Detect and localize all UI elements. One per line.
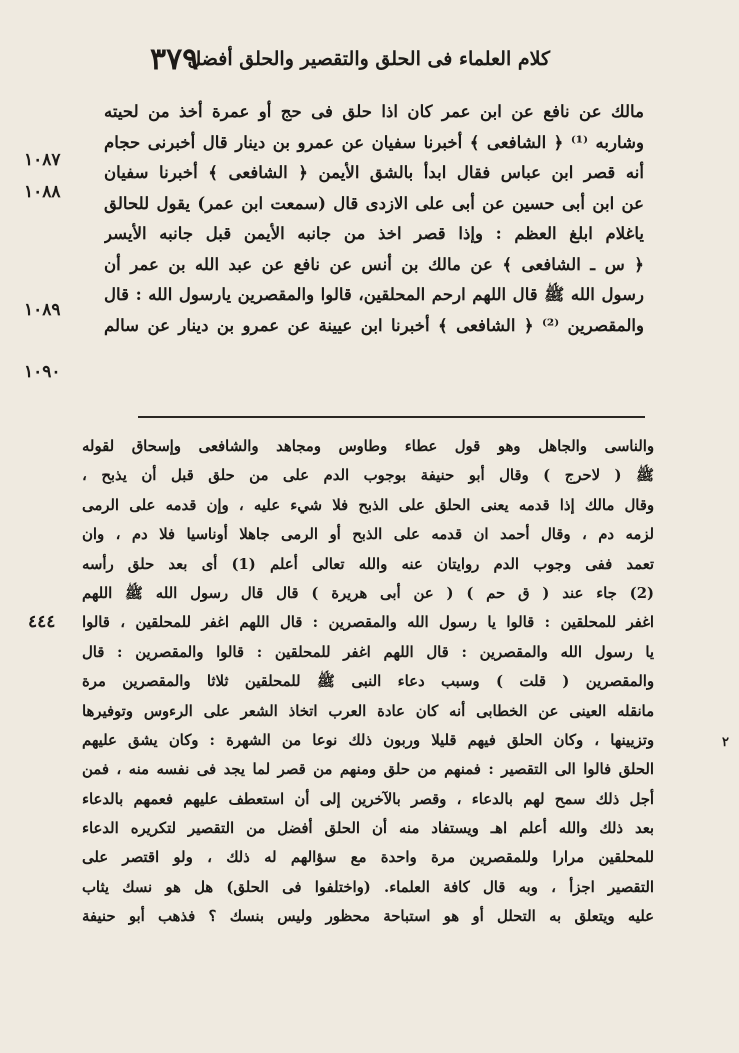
footnote-divider <box>138 416 645 418</box>
running-title: كلام العلماء فى الحلق والتقصير والحلق أفضل <box>187 48 550 70</box>
text-line: مالك عن نافع عن ابن عمر كان اذا حلق فى حج أو عمرة أخذ من لحيته <box>104 101 644 121</box>
footnote-line: وقال مالك إذا قدمه يعنى الحلق على الذبح فلا شيء عليه ، وإن قدمه على الرمى <box>82 496 654 514</box>
footnote-line: تعمد ففى وجوب الدم روايتان عنه والله تعالى أعلم (1) أى بعد حلق رأسه <box>82 555 654 573</box>
footnote-reference-number: ٤٤٤ <box>28 612 56 632</box>
hadith-number: ١٠٩٠ <box>24 362 61 382</box>
footnote-line: بعد ذلك والله أعلم اهـ ويستفاد منه أن الحلق أفضل من التقصير لتكريره الدعاء <box>82 820 654 838</box>
footnote-line: أجل ذلك سمح لهم بالدعاء ، وقصر بالآخرين إلى أن استعطف عليهم فعمهم بالدعاء <box>82 790 654 808</box>
text-line: ﴿ س ـ الشافعى ﴾ عن مالك بن أنس عن نافع عن عبد الله بن عمر أن <box>104 253 644 274</box>
hadith-number: ١٠٨٧ <box>24 150 61 170</box>
footnote-line: يا رسول الله والمقصرين : قال اللهم اغفر للمحلقين : قالوا والمقصرين : قال <box>82 643 654 661</box>
footnote-line: ﷺ ( لاحرج ) وقال أبو حنيفة بوجوب الدم على من حلق قبل أن يذبح ، <box>82 467 654 485</box>
footnote-line: اغفر للمحلقين : قالوا يا رسول الله والمقصرين : قال اللهم اغفر للمحلقين ، قالوا <box>82 614 654 632</box>
footnote-line: لزمه دم ، وقال أحمد ان قدمه على الذبح أو الرمى جاهلا أوناسيا فلا دم ، وان <box>82 526 654 544</box>
text-line: رسول الله ﷺ قال اللهم ارحم المحلقين، قالوا والمقصرين يارسول الله : قال <box>104 284 644 304</box>
text-line: والمقصرين ⁽²⁾ ﴿ الشافعى ﴾ أخبرنا ابن عيينة عن عمرو بن دينار عن سالم <box>104 314 644 335</box>
text-line: عن ابن أبى حسين عن أبى على الازدى قال (سمعت ابن عمر) يقول للحالق <box>104 192 644 213</box>
hadith-number: ١٠٨٨ <box>24 182 61 202</box>
footnote-line: والمقصرين ( قلت ) وسبب دعاء النبى ﷺ للمحلقين ثلاثا والمقصرين مرة <box>82 673 654 691</box>
footnote-line: عليه ويتعلق به التحلل أو هو استباحة محظور وليس بنسك ؟ فذهب أبو حنيفة <box>82 908 654 926</box>
footnote-text <box>82 432 654 932</box>
page-header <box>150 40 550 88</box>
footnote-line: مانقله العينى عن الخطابى أنه كان عادة العرب اتخاذ الشعر على الرءوس وتوفيرها <box>82 702 654 720</box>
hadith-number: ١٠٨٩ <box>24 300 61 320</box>
footnote-line: والناسى والجاهل وهو قول عطاء وطاوس ومجاهد والشافعى وإسحاق لقوله <box>82 438 654 455</box>
page-number: ٣٧٩ <box>150 42 199 77</box>
footnote-line: التقصير اجزأ ، وبه قال كافة العلماء. (واختلفوا فى الحلق) هل هو نسك يثاب <box>82 878 654 896</box>
text-line: ياغلام ابلغ العظم : وإذا قصر اخذ من جانبه الأيمن قبل جانبه الأيسر <box>104 223 644 243</box>
margin-mark: ٢ <box>722 735 729 750</box>
footnote-line: وتزيينها ، وكان الحلق فيهم قليلا وربون ذلك نوعا من الشهرة : وكان يشق عليهم <box>82 731 654 749</box>
footnote-line: (2) جاء عند ( ق حم ) ( عن أبى هريرة ) قال قال رسول الله ﷺ اللهم <box>82 584 654 602</box>
text-line: أنه قصر ابن عباس فقال ابدأ بالشق الأيمن ﴿ الشافعى ﴾ أخبرنا سفيان <box>104 162 644 182</box>
text-line: وشاربه ⁽¹⁾ ﴿ الشافعى ﴾ أخبرنا سفيان عن عمرو بن دينار قال أخبرنى حجام <box>104 131 644 152</box>
footnote-line: للمحلقين مرارا وللمقصرين مرة واحدة مع سؤالهم له ذلك ، ولو اقتصر على <box>82 849 654 867</box>
footnote-line: الحلق فالوا الى التقصير : فمنهم من حلق ومنهم من قصر لما يجد فى نفسه منه ، فمن <box>82 761 654 779</box>
main-text <box>104 96 644 340</box>
